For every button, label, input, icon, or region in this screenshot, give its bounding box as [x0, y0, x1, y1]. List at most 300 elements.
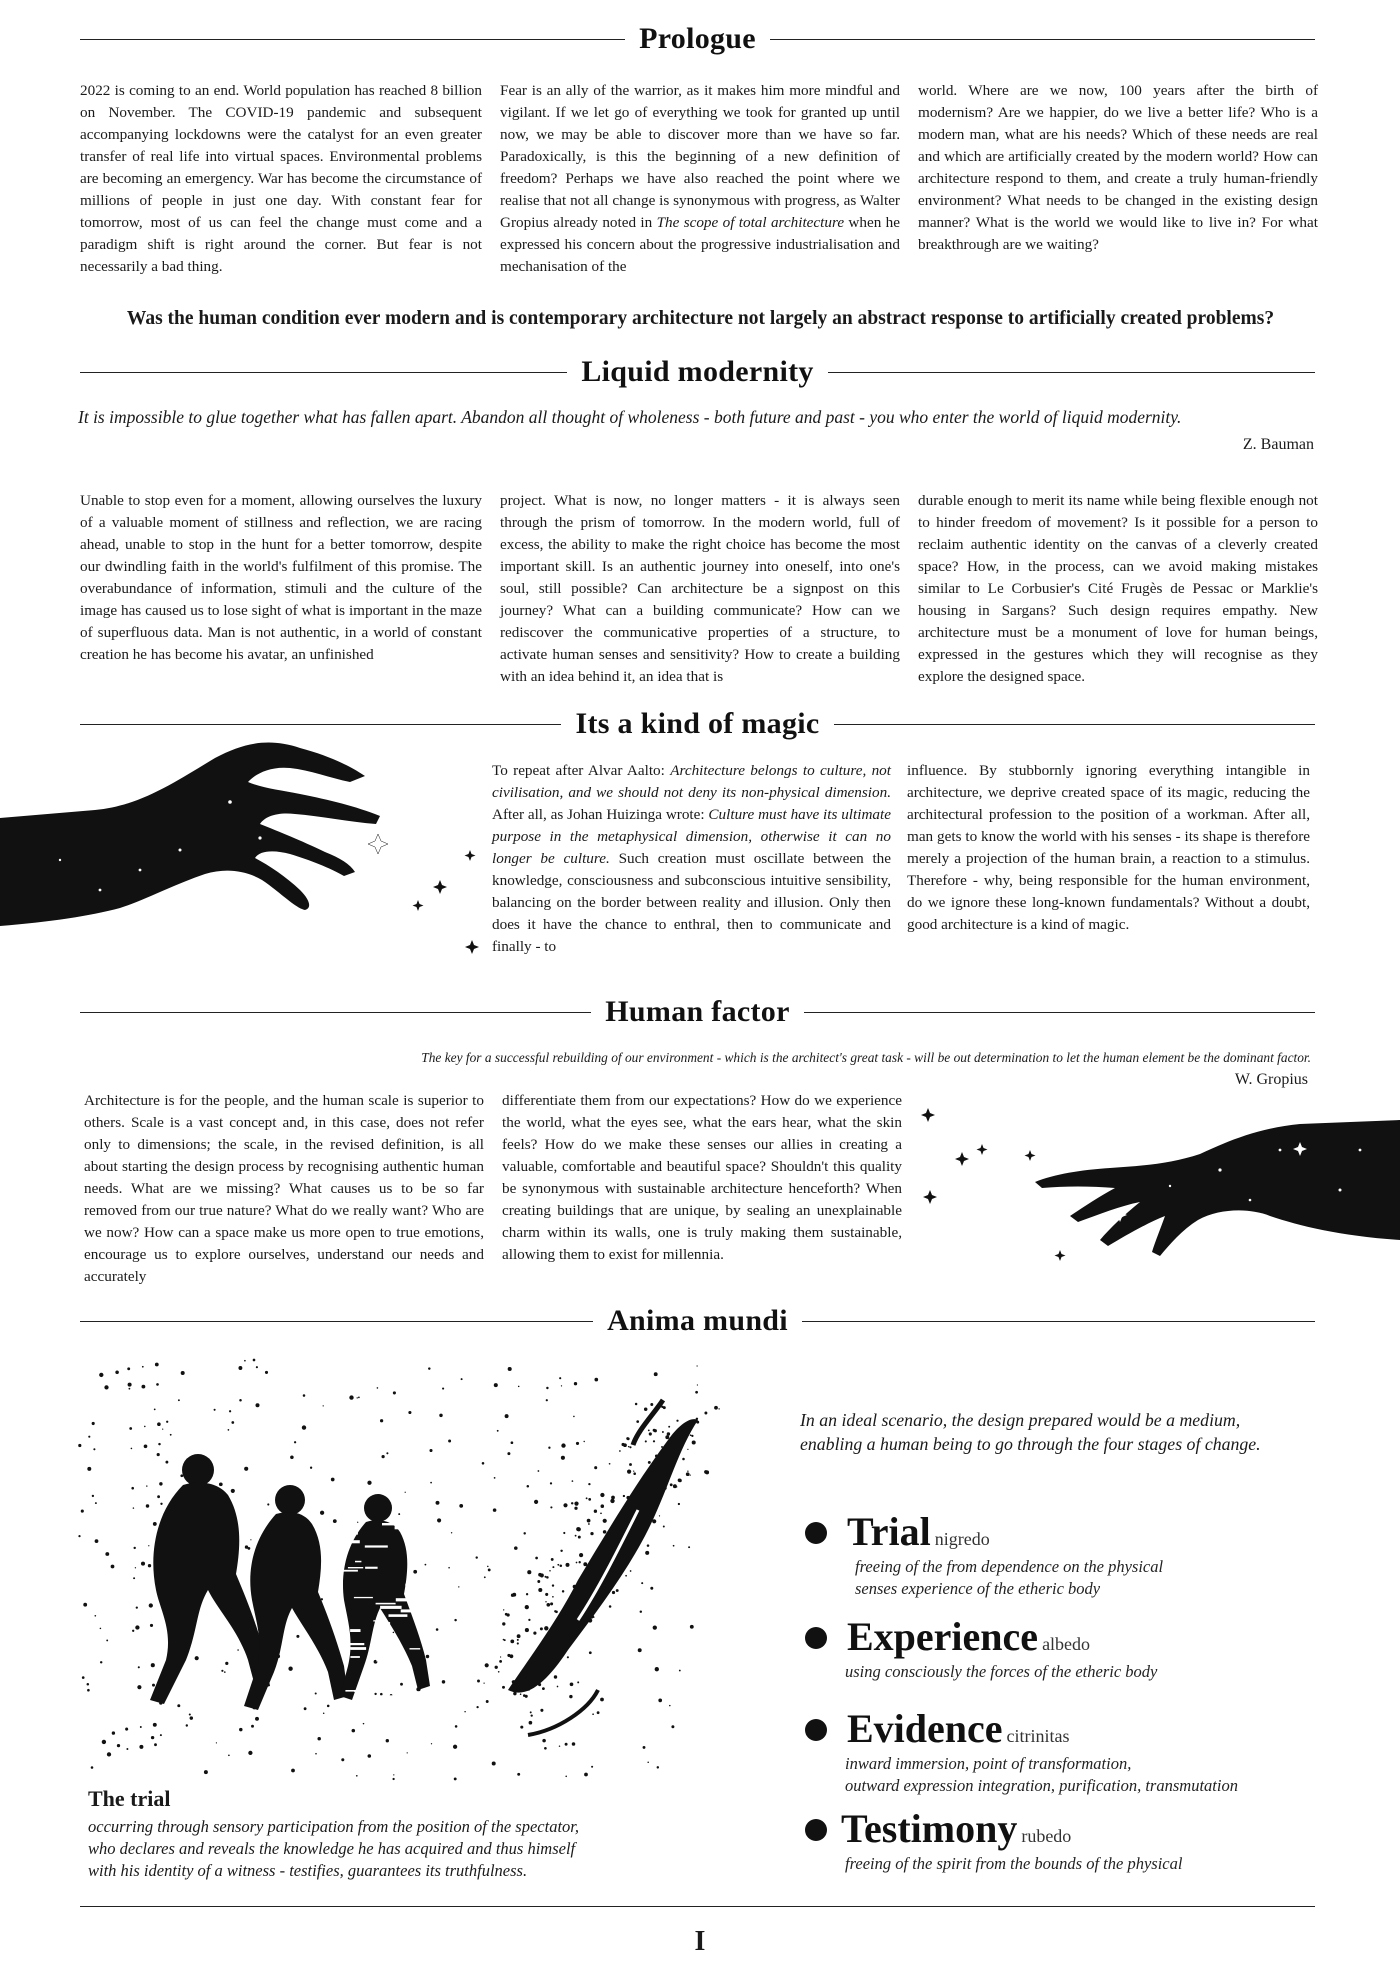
- star-speck: [476, 1556, 478, 1558]
- glitch-shard: [389, 1614, 408, 1617]
- star-speck: [265, 1371, 268, 1374]
- star-speck: [392, 1778, 394, 1780]
- star-speck: [557, 1564, 559, 1566]
- desc-line: freeing of the spirit from the bounds of the physical: [845, 1854, 1183, 1873]
- star-speck: [453, 1745, 457, 1749]
- star-speck: [586, 1497, 588, 1499]
- star-speck: [455, 1725, 458, 1728]
- star-speck: [669, 1705, 670, 1706]
- star-speck: [128, 1383, 132, 1387]
- star-speck: [678, 1503, 680, 1505]
- section-heading-magic: [80, 707, 1315, 741]
- glitch-shard: [417, 1575, 433, 1576]
- star-speck: [87, 1683, 90, 1686]
- star-speck: [523, 1694, 526, 1697]
- star-speck: [517, 1642, 519, 1644]
- star-speck: [104, 1385, 108, 1389]
- star-speck: [667, 1432, 670, 1435]
- desc-line: outward expression integration, purification, transmutation: [845, 1776, 1238, 1795]
- star-speck: [141, 1562, 145, 1566]
- star-speck: [577, 1681, 579, 1683]
- star-speck: [673, 1484, 677, 1488]
- star-speck: [482, 1462, 485, 1465]
- star-speck: [574, 1507, 577, 1510]
- star-speck: [439, 1414, 442, 1417]
- star-speck: [525, 1605, 529, 1609]
- trial-caption: [88, 1816, 579, 1882]
- star-speck: [92, 1495, 94, 1497]
- star-speck: [170, 1434, 172, 1436]
- star-speck: [655, 1667, 659, 1671]
- star-speck: [231, 1421, 234, 1424]
- star-speck: [623, 1495, 625, 1497]
- star-speck: [641, 1582, 643, 1584]
- anima-intro: [800, 1408, 1261, 1456]
- star-speck: [659, 1515, 660, 1516]
- star-speck: [158, 1443, 160, 1445]
- star-speck: [650, 1403, 653, 1406]
- star-speck: [533, 1632, 536, 1635]
- star-speck: [141, 1385, 145, 1389]
- star-speck: [670, 1483, 673, 1486]
- star-speck: [499, 1660, 502, 1663]
- star-speck: [569, 1695, 572, 1698]
- star-speck: [511, 1441, 514, 1444]
- star-speck: [131, 1487, 134, 1490]
- star-speck: [638, 1648, 642, 1652]
- star-speck: [154, 1743, 157, 1746]
- star-speck: [643, 1746, 646, 1749]
- star-speck: [140, 1726, 142, 1728]
- stage-title: [847, 1705, 1070, 1752]
- star-speck: [129, 1427, 132, 1430]
- quote-author: W. Gropius: [1234, 1071, 1308, 1088]
- star-speck: [151, 1663, 155, 1667]
- star-speck: [583, 1441, 584, 1442]
- star-speck: [157, 1453, 160, 1456]
- star-speck: [544, 1626, 548, 1630]
- star-speck: [323, 1712, 325, 1714]
- star-speck: [600, 1512, 602, 1514]
- star-speck: [628, 1446, 630, 1448]
- star-speck: [552, 1566, 554, 1568]
- glitch-shard: [348, 1567, 363, 1568]
- star-speck: [267, 1503, 269, 1505]
- glitch-shard: [354, 1597, 373, 1598]
- star-speck: [647, 1544, 650, 1547]
- gropius-quote: The key for a successful rebuilding of our environment - which is the architect's great task - will be out determination to let the human element be the dominant factor.: [421, 1050, 1311, 1065]
- star-speck: [668, 1426, 670, 1428]
- star-speck: [552, 1584, 554, 1586]
- stage-name: Trial: [847, 1509, 931, 1554]
- star-speck: [317, 1737, 320, 1740]
- star-speck: [382, 1455, 385, 1458]
- bauman-quote: It is impossible to glue together what has fallen apart. Abandon all thought of wholeness - both future and past - you who enter the world of liquid modernity.: [78, 407, 1182, 427]
- star-speck: [627, 1470, 631, 1474]
- star-speck: [597, 1711, 600, 1714]
- star-speck: [563, 1503, 567, 1507]
- star-speck: [649, 1432, 652, 1435]
- glitch-shard: [421, 1561, 433, 1563]
- star-speck: [571, 1502, 573, 1504]
- star-speck: [610, 1499, 614, 1503]
- star-speck: [248, 1751, 252, 1755]
- star-speck: [87, 1689, 90, 1692]
- section-heading-anima-mundi: [80, 1304, 1315, 1338]
- magic-column-1: [492, 760, 891, 958]
- star-speck: [459, 1504, 463, 1508]
- star-speck: [538, 1470, 540, 1472]
- star-speck: [426, 1655, 429, 1658]
- star-speck: [603, 1519, 607, 1523]
- star-speck: [603, 1530, 607, 1534]
- stage-latin: rubedo: [1021, 1826, 1072, 1846]
- star-speck: [82, 1676, 85, 1679]
- star-speck: [310, 1467, 312, 1469]
- star-speck: [106, 1639, 108, 1641]
- star-speck: [508, 1367, 512, 1371]
- star-speck: [160, 1503, 162, 1505]
- star-speck: [256, 1366, 258, 1368]
- star-speck: [550, 1506, 552, 1508]
- glitch-shard: [345, 1540, 360, 1543]
- star-speck: [578, 1536, 581, 1539]
- star-speck: [546, 1603, 550, 1607]
- star-speck: [686, 1472, 690, 1476]
- star-speck: [616, 1589, 619, 1592]
- star-speck: [695, 1391, 698, 1394]
- star-speck: [551, 1558, 554, 1561]
- star-speck: [358, 1397, 360, 1399]
- star-speck: [228, 1754, 230, 1756]
- star-speck: [502, 1622, 505, 1625]
- star-speck: [554, 1675, 557, 1678]
- stage-name: Evidence: [847, 1706, 1003, 1751]
- star-speck: [224, 1671, 226, 1673]
- prologue-column-2: [500, 80, 900, 278]
- section-title: Anima mundi: [607, 1304, 788, 1337]
- star-speck: [658, 1699, 662, 1703]
- hand-right-illustration: [920, 1090, 1400, 1310]
- star-speck: [588, 1523, 590, 1525]
- glitch-shard: [365, 1567, 378, 1569]
- star-speck: [255, 1717, 259, 1721]
- star-speck: [386, 1452, 388, 1454]
- glitch-shard: [375, 1680, 392, 1682]
- section-title: Human factor: [605, 995, 790, 1028]
- star-speck: [523, 1532, 525, 1534]
- star-speck: [579, 1553, 583, 1557]
- caption-line: with his identity of a witness - testifies, guarantees its truthfulness.: [88, 1861, 528, 1880]
- star-speck: [152, 1684, 155, 1687]
- star-speck: [149, 1603, 153, 1607]
- star-speck: [626, 1437, 629, 1440]
- star-speck: [575, 1535, 577, 1537]
- star-speck: [214, 1409, 216, 1411]
- star-speck: [237, 1649, 239, 1651]
- human-column-1: Architecture is for the people, and the human scale is superior to others. Scale is a vast concept and, in this case, does not refer only to dimensions; the scale, in the revised definition, is all about starting the design process by recognising authentic human needs. What are we missing? What causes us to be so far removed from our true nature? What do we really want? Who are we now? How can a space make us more open to true emotions, encourage us to explore ourselves, understand our needs and accurately: [84, 1092, 484, 1285]
- star-speck: [349, 1395, 353, 1399]
- star-speck: [356, 1775, 358, 1777]
- star-speck: [155, 1363, 159, 1367]
- star-speck: [633, 1472, 636, 1475]
- star-speck: [574, 1382, 577, 1385]
- star-speck: [83, 1603, 87, 1607]
- star-speck: [294, 1441, 296, 1443]
- glitch-shard: [433, 1555, 448, 1557]
- star-speck: [589, 1651, 592, 1654]
- star-speck: [393, 1391, 396, 1394]
- star-speck: [692, 1440, 696, 1444]
- glitch-shard: [376, 1695, 399, 1697]
- star-speck: [148, 1564, 151, 1567]
- divider: [80, 1012, 591, 1013]
- glitch-shard: [373, 1620, 379, 1621]
- star-speck: [573, 1416, 575, 1418]
- star-speck: [665, 1435, 669, 1439]
- star-speck: [497, 1430, 499, 1432]
- star-speck: [537, 1580, 540, 1583]
- star-speck: [591, 1766, 593, 1768]
- star-speck: [302, 1425, 306, 1429]
- human-column-2: differentiate them from our expectations? How do we experience the world, what the eyes see, what the ears hear, what the skin feels? How do we make these senses our allies in creating a valuable, comfortable and beautiful space? Shouldn't this quality be synonymous with sustainable architecture henceforth? When creating buildings that are unique, by sealing an unexplainable charm within its walls, one is truly making them sustainable, allowing them to exist for millennia.: [502, 1092, 902, 1263]
- glitch-shard: [376, 1660, 396, 1661]
- star-speck: [560, 1564, 563, 1567]
- divider: [828, 372, 1315, 373]
- divider: [834, 724, 1315, 725]
- divider: [80, 39, 625, 40]
- quote-author: Z. Bauman: [1242, 436, 1314, 453]
- divider: [802, 1321, 1315, 1322]
- star-speck: [678, 1478, 681, 1481]
- star-speck: [495, 1666, 498, 1669]
- star-speck: [682, 1458, 685, 1461]
- glitch-shard: [350, 1629, 360, 1632]
- star-speck: [190, 1716, 193, 1719]
- star-speck: [570, 1682, 574, 1686]
- star-speck: [588, 1483, 590, 1485]
- star-speck: [576, 1527, 580, 1531]
- star-speck: [93, 1448, 95, 1450]
- star-speck: [136, 1606, 138, 1608]
- star-speck: [503, 1639, 505, 1641]
- star-speck: [374, 1693, 376, 1695]
- hand-left-illustration: [0, 740, 480, 960]
- glitch-shard: [350, 1656, 360, 1658]
- star-speck: [464, 1711, 465, 1712]
- galaxy-illustration: [508, 1400, 698, 1735]
- star-speck: [368, 1754, 372, 1758]
- star-speck: [526, 1593, 528, 1595]
- stage-description: [845, 1853, 1182, 1875]
- star-speck: [400, 1683, 403, 1686]
- star-speck: [99, 1373, 103, 1377]
- star-speck: [377, 1387, 379, 1389]
- star-speck: [244, 1467, 248, 1471]
- star-speck: [315, 1692, 317, 1694]
- star-speck: [690, 1625, 694, 1629]
- star-speck: [157, 1422, 161, 1426]
- star-speck: [494, 1383, 498, 1387]
- huizinga-quote: Culture must have its ultimate purpose in the metaphysical dimension, otherwise it can no longer be culture.: [492, 806, 891, 867]
- star-speck: [229, 1410, 231, 1412]
- star-speck: [633, 1470, 634, 1471]
- star-speck: [129, 1388, 131, 1390]
- star-speck: [488, 1568, 491, 1571]
- glitch-shard: [339, 1532, 358, 1535]
- star-speck: [690, 1434, 692, 1436]
- star-speck: [561, 1443, 565, 1447]
- star-speck: [454, 1777, 457, 1780]
- star-speck: [228, 1429, 230, 1431]
- glitch-shard: [380, 1606, 402, 1609]
- star-speck: [219, 1482, 223, 1486]
- stage-name: Testimony: [841, 1806, 1018, 1851]
- divider: [80, 724, 561, 725]
- star-speck: [538, 1588, 542, 1592]
- text-run: Fear is an ally of the warrior, as it makes him more mindful and vigilant. If we let go of everything we took for granted up until now, we may be able to discover more than we have so far. Paradoxically, is this the beginning of a new definition of freedom? Perhaps we have also reached the point where we realise that not all change is synonymous with progress, as Walter Gropius already noted in: [500, 82, 900, 231]
- star-speck: [492, 1762, 496, 1766]
- glitch-shard: [410, 1648, 421, 1649]
- star-speck: [133, 1507, 134, 1508]
- star-speck: [189, 1713, 191, 1715]
- star-speck: [548, 1447, 550, 1449]
- star-speck: [165, 1461, 168, 1464]
- star-speck: [477, 1680, 480, 1683]
- star-speck: [546, 1576, 549, 1579]
- star-speck: [679, 1670, 681, 1672]
- caption-line: occurring through sensory participation from the position of the spectator,: [88, 1817, 580, 1836]
- star-speck: [166, 1421, 168, 1423]
- prologue-column-1: 2022 is coming to an end. World population has reached 8 billion on November. The COVID-19 pandemic and subsequent accompanying lockdowns were the catalyst for an even greater transfer of real life into virtual spaces. Environmental problems are becoming an emergency. War has become the circumstance of millions of people in just one day. With constant fear for tomorrow, most of us can feel the change must come and a paradigm shift is right around the corner. But fear is not necessarily a bad thing.: [80, 82, 482, 275]
- star-speck: [386, 1739, 389, 1742]
- star-speck: [437, 1518, 441, 1522]
- star-speck: [645, 1551, 649, 1555]
- star-speck: [563, 1532, 565, 1534]
- liquid-column-1: Unable to stop even for a moment, allowing ourselves the luxury of a valuable moment of stillness and reflection, we are racing ahead, unable to stop in the hunt for a better tomorrow, despite our dwindling faith in the world's fulfilment of this promise. The overabundance of information, stimuli and the culture of the image has caused us to lose sight of what is important in the maze of superfluous data. Man is not authentic, in a world of constant creation he has become his avatar, an unfinished: [80, 492, 482, 663]
- star-speck: [431, 1743, 432, 1744]
- star-speck: [629, 1463, 632, 1466]
- star-speck: [622, 1443, 625, 1446]
- desc-line: senses experience of the etheric body: [855, 1579, 1101, 1598]
- star-speck: [304, 1707, 307, 1710]
- star-speck: [244, 1360, 246, 1362]
- star-speck: [442, 1680, 445, 1683]
- star-speck: [393, 1774, 394, 1775]
- star-speck: [245, 1545, 248, 1548]
- text-run: To repeat after Alvar Aalto:: [492, 762, 671, 779]
- star-speck: [78, 1444, 81, 1447]
- star-speck: [291, 1769, 295, 1773]
- star-speck: [520, 1693, 522, 1695]
- page-number: I: [694, 1926, 706, 1957]
- stage-title: [841, 1805, 1071, 1852]
- star-speck: [126, 1748, 128, 1750]
- glitch-shard: [354, 1690, 376, 1692]
- star-speck: [625, 1575, 627, 1577]
- star-speck: [231, 1489, 235, 1493]
- star-speck: [331, 1478, 335, 1482]
- star-speck: [552, 1596, 554, 1598]
- star-speck: [142, 1366, 144, 1368]
- star-speck: [687, 1471, 688, 1472]
- floating-figures-illustration: [150, 1454, 430, 1710]
- star-speck: [221, 1670, 223, 1672]
- star-speck: [562, 1590, 564, 1592]
- star-speck: [138, 1666, 140, 1668]
- star-speck: [527, 1570, 531, 1574]
- star-speck: [645, 1440, 647, 1442]
- star-speck: [429, 1449, 432, 1452]
- star-speck: [583, 1562, 587, 1566]
- star-speck: [644, 1407, 647, 1410]
- prologue-column-3: world. Where are we now, 100 years after the birth of modernism? Are we happier, do we live a better life? Who is a modern man, what are his needs? Which of these needs are real and which are artificially created by the modern world? How can architecture respond to them, and create a truly human-friendly environment? What needs to be changed in the existing design manner? What is the world we would like to live in? For what breakthrough are we waiting?: [918, 82, 1318, 253]
- star-speck: [629, 1446, 631, 1448]
- star-speck: [139, 1745, 143, 1749]
- star-speck: [352, 1729, 356, 1733]
- key-question: Was the human condition ever modern and is contemporary architecture not largely an abstract response to artificially created problems?: [126, 308, 1275, 329]
- star-speck: [100, 1661, 102, 1663]
- divider: [80, 1321, 593, 1322]
- bullet-dot-icon: [805, 1627, 827, 1649]
- star-speck: [458, 1586, 459, 1587]
- star-speck: [253, 1359, 256, 1362]
- star-speck: [154, 1409, 156, 1411]
- star-speck: [111, 1565, 115, 1569]
- star-speck: [704, 1412, 707, 1415]
- star-speck: [529, 1721, 533, 1725]
- star-speck: [576, 1442, 579, 1445]
- anima-illustration: [78, 1360, 718, 1790]
- star-speck: [132, 1630, 134, 1632]
- text-run: when he expressed his concern about the progressive industrialisation and mechanisation of the: [500, 214, 900, 275]
- star-speck: [648, 1430, 650, 1432]
- aalto-quote: Architecture belongs to culture, not civilisation, and we should not deny its non-physical dimension.: [492, 762, 891, 801]
- star-speck: [654, 1372, 658, 1376]
- star-speck: [341, 1758, 344, 1761]
- star-speck: [105, 1552, 109, 1556]
- star-speck: [327, 1705, 330, 1708]
- star-speck: [517, 1634, 521, 1638]
- star-speck: [393, 1632, 395, 1634]
- star-speck: [498, 1671, 500, 1673]
- star-speck: [545, 1576, 547, 1578]
- star-speck: [454, 1619, 456, 1621]
- star-speck: [696, 1365, 697, 1366]
- star-speck: [225, 1662, 228, 1665]
- star-speck: [612, 1591, 615, 1594]
- star-speck: [177, 1704, 180, 1707]
- glitch-shard: [355, 1561, 361, 1563]
- magic-column-2: influence. By stubbornly ignoring everything intangible in architecture, we deprive created space of its magic, reducing the architectural profession to the position of a workman. After all, man gets to know the world with his senses - its shape is therefore merely a projection of the human brain, a reaction to a stimulus. Therefore - why, being responsible for the human environment, do we ignore these long-known fundamentals? Without a doubt, good architecture is a kind of magic.: [907, 762, 1310, 933]
- star-speck: [550, 1602, 553, 1605]
- divider: [80, 372, 567, 373]
- star-speck: [95, 1539, 99, 1543]
- star-speck: [528, 1619, 530, 1621]
- star-speck: [535, 1557, 538, 1560]
- star-speck: [647, 1761, 649, 1763]
- glitch-shard: [402, 1691, 424, 1694]
- glitch-shard: [417, 1602, 432, 1604]
- star-speck: [133, 1547, 135, 1549]
- star-speck: [92, 1422, 95, 1425]
- star-speck: [630, 1570, 632, 1572]
- star-speck: [545, 1593, 548, 1596]
- star-speck: [88, 1436, 90, 1438]
- star-speck: [442, 1388, 444, 1390]
- star-speck: [657, 1766, 659, 1768]
- star-speck: [594, 1466, 597, 1469]
